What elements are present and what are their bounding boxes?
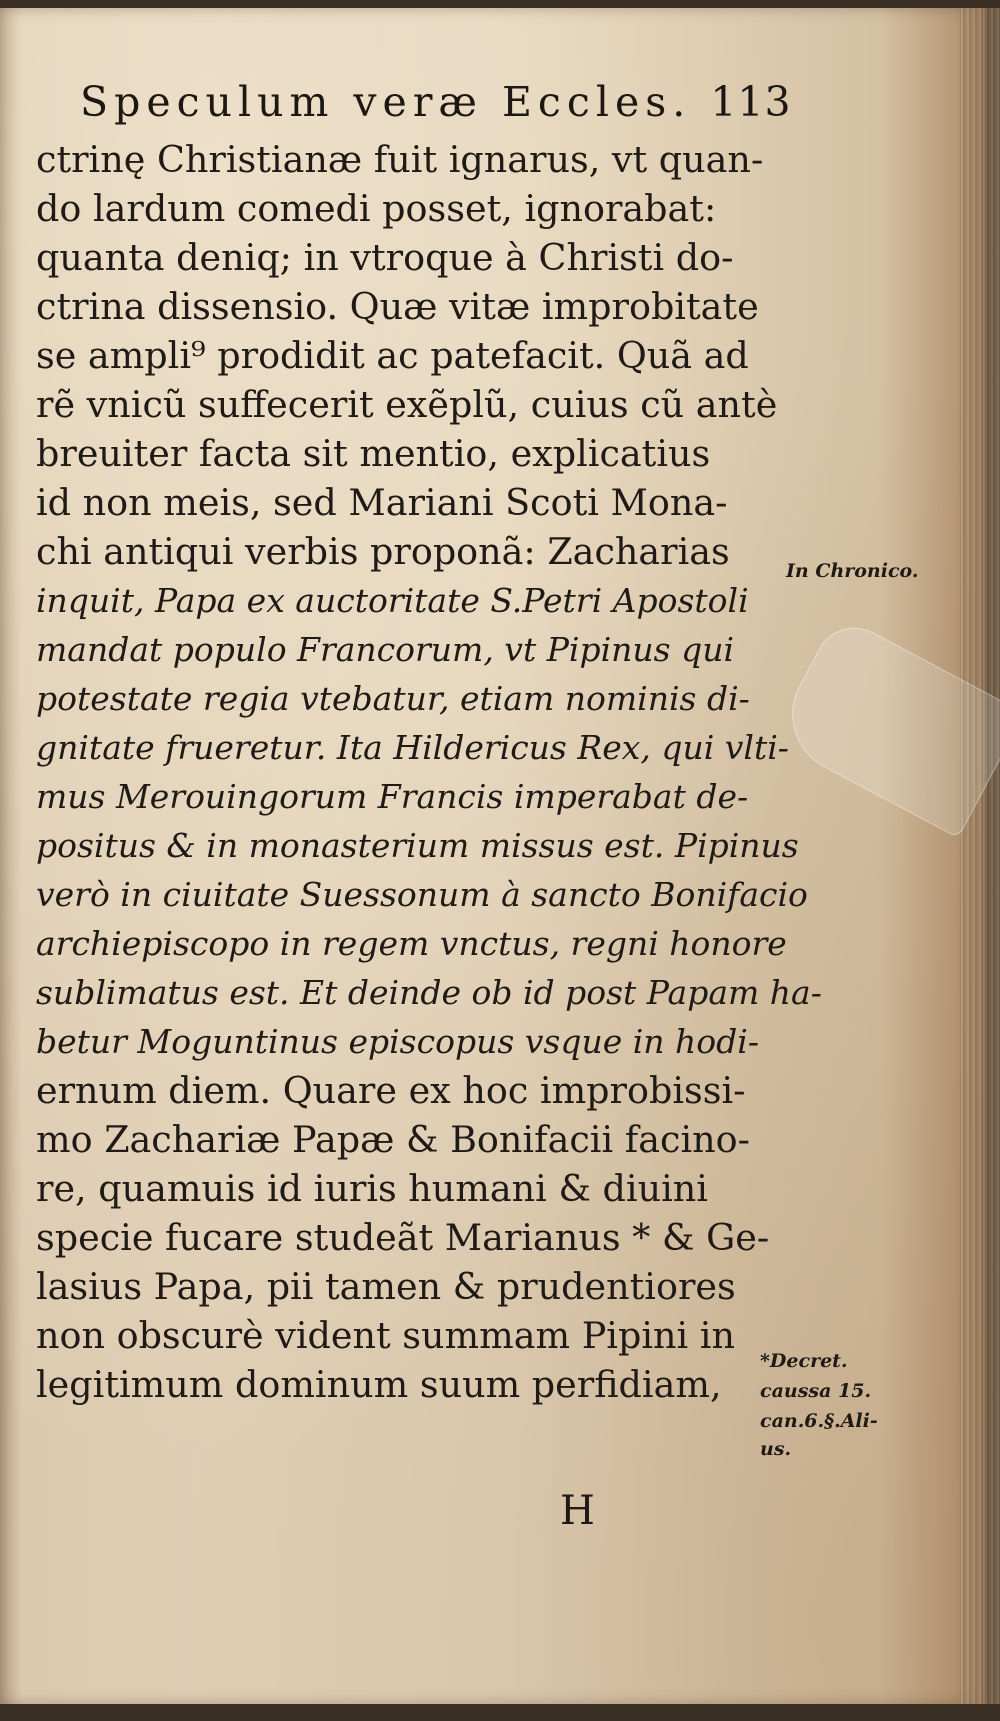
- page-edge: [960, 8, 1000, 1704]
- text-line: mo Zachariæ Papæ & Bonifacii facino-: [36, 1118, 750, 1161]
- text-line: ernum diem. Quare ex hoc improbissi-: [36, 1069, 746, 1112]
- margin-note-decret: can.6.§.Ali-: [760, 1410, 878, 1432]
- margin-note-decret: us.: [760, 1438, 792, 1460]
- text-line: chi antiqui verbis proponã: Zacharias: [36, 530, 730, 573]
- text-line: quanta deniq; in vtroque à Christi do-: [36, 236, 734, 279]
- text-line: se ampli⁹ prodidit ac patefacit. Quã ad: [36, 334, 749, 377]
- text-line: potestate regia vtebatur, etiam nominis di-: [36, 679, 750, 718]
- text-line: inquit, Papa ex auctoritate S.Petri Apostoli: [36, 581, 749, 620]
- text-line: mandat populo Francorum, vt Pipinus qui: [36, 630, 734, 669]
- text-line: do lardum comedi posset, ignorabat:: [36, 187, 717, 230]
- running-title: Speculum veræ Eccles.: [80, 78, 692, 126]
- folio-number: 113: [710, 78, 792, 126]
- text-line: lasius Papa, pii tamen & prudentiores: [36, 1265, 736, 1308]
- text-line: non obscurè vident summam Pipini in: [36, 1314, 735, 1357]
- running-header: [80, 78, 792, 126]
- text-line: specie fucare studeãt Marianus * & Ge-: [36, 1216, 770, 1259]
- text-line: betur Moguntinus episcopus vsque in hodi-: [36, 1022, 759, 1061]
- signature-mark: H: [560, 1488, 595, 1534]
- margin-note-decret: caussa 15.: [760, 1380, 872, 1402]
- text-line: ctrina dissensio. Quæ vitæ improbitate: [36, 285, 759, 328]
- text-line: mus Merouingorum Francis imperabat de-: [36, 777, 749, 816]
- text-line: legitimum dominum suum perfidiam,: [36, 1363, 722, 1406]
- text-line: id non meis, sed Mariani Scoti Mona-: [36, 481, 728, 524]
- text-line: rẽ vnicũ suffecerit exẽplũ, cuius cũ antè: [36, 383, 778, 426]
- text-line: re, quamuis id iuris humani & diuini: [36, 1167, 708, 1210]
- margin-note-chronicon: In Chronico.: [786, 560, 919, 582]
- text-line: verò in ciuitate Suessonum à sancto Bonifacio: [36, 875, 808, 914]
- text-line: gnitate frueretur. Ita Hildericus Rex, qui vlti-: [36, 728, 789, 767]
- margin-note-decret: *Decret.: [760, 1350, 848, 1372]
- text-line: positus & in monasterium missus est. Pipinus: [36, 826, 799, 865]
- text-line: sublimatus est. Et deinde ob id post Papam ha-: [36, 973, 822, 1012]
- text-line: ctrinę Christianæ fuit ignarus, vt quan-: [36, 138, 764, 181]
- text-line: archiepiscopo in regem vnctus, regni honore: [36, 924, 787, 963]
- text-line: breuiter facta sit mentio, explicatius: [36, 432, 711, 475]
